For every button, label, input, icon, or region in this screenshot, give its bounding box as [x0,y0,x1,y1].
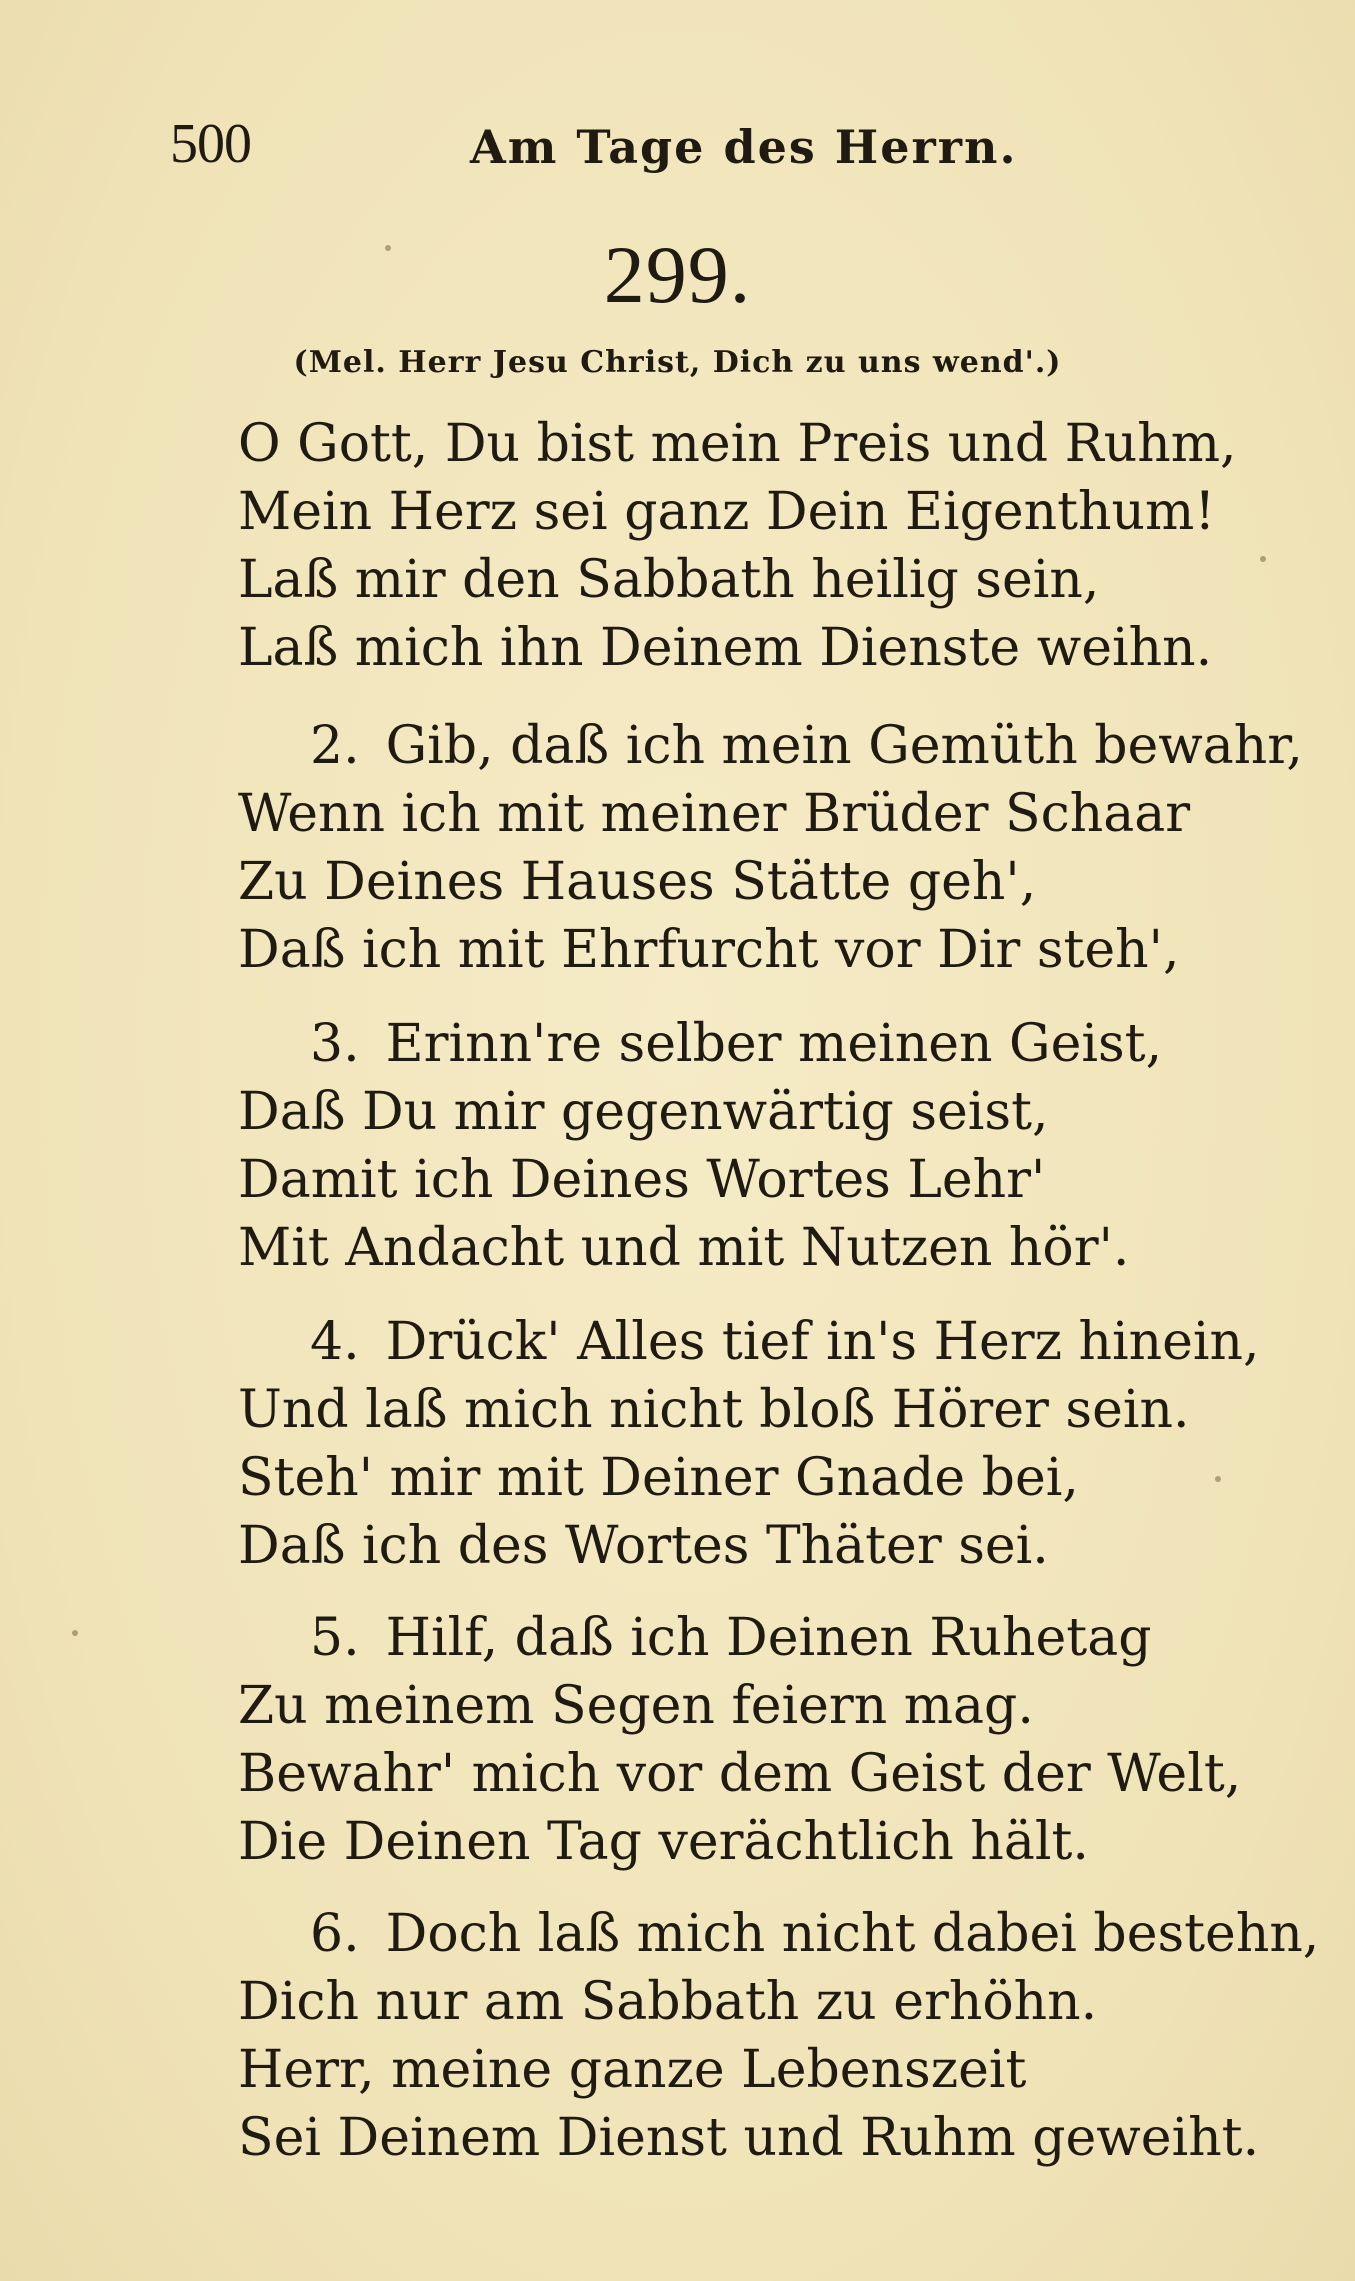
verse-line: Daß Du mir gegenwärtig seist, [238,1082,1049,1142]
verse-line: Wenn ich mit meiner Brüder Schaar [238,784,1191,844]
stanza-number: 4. [310,1312,360,1372]
verse-line: Herr, meine ganze Lebenszeit [238,2040,1027,2100]
melody-indication: (Mel. Herr Jesu Christ, Dich zu uns wend'.) [293,345,1062,380]
stanza-6 [238,1900,1320,2172]
verse-text: Drück' Alles tief in's Herz hinein, [385,1312,1260,1372]
stanza-number: 2. [310,716,360,776]
verse-line: Sei Deinem Dienst und Ruhm geweiht. [238,2108,1260,2168]
verse-line: Und laß mich nicht bloß Hörer sein. [238,1380,1190,1440]
verse-text: Gib, daß ich mein Gemüth bewahr, [385,716,1303,776]
verse-line: Bewahr' mich vor dem Geist der Welt, [238,1744,1242,1804]
verse-line: Mit Andacht und mit Nutzen hör'. [238,1218,1130,1278]
paper-speck [1260,556,1266,562]
stanza-number: 5. [310,1608,360,1668]
stanza-number: 6. [310,1904,360,1964]
verse-line: Zu Deines Hauses Stätte geh', [238,852,1037,912]
verse-text: Hilf, daß ich Deinen Ruhetag [385,1608,1152,1668]
verse-line: Daß ich des Wortes Thäter sei. [238,1516,1049,1576]
stanza-2 [238,712,1303,984]
stanza-number: 3. [310,1014,360,1074]
verse-line: Dich nur am Sabbath zu erhöhn. [238,1972,1098,2032]
verse-line: O Gott, Du bist mein Preis und Ruhm, [238,414,1237,474]
verse-text: Doch laß mich nicht dabei bestehn, [385,1904,1320,1964]
verse-line: Steh' mir mit Deiner Gnade bei, [238,1448,1079,1508]
verse-line [238,1010,1278,1078]
verse-line [238,1604,1278,1672]
hymn-number: 299. [603,229,752,320]
verse-line: Laß mir den Sabbath heilig sein, [238,550,1100,610]
stanza-5 [238,1604,1278,1876]
verse-line: Zu meinem Segen feiern mag. [238,1676,1034,1736]
verse-line: Die Deinen Tag verächtlich hält. [238,1812,1089,1872]
verse-text: Erinn're selber meinen Geist, [385,1014,1163,1074]
stanza-3 [238,1010,1278,1282]
running-title: Am Tage des Herrn. [470,120,1018,174]
verse-line: Laß mich ihn Deinem Dienste weihn. [238,618,1213,678]
paper-speck [1215,1476,1221,1482]
verse-line: Mein Herz sei ganz Dein Eigenthum! [238,482,1216,542]
running-head [0,112,1355,182]
verse-line [238,1900,1320,1968]
stanza-4 [238,1308,1278,1580]
verse-line [238,1308,1278,1376]
paper-speck [385,245,391,251]
page-number: 500 [170,113,251,175]
stanza-1 [238,410,1278,682]
verse-line: Damit ich Deines Wortes Lehr' [238,1150,1046,1210]
verse-line: Daß ich mit Ehrfurcht vor Dir steh', [238,920,1180,980]
paper-speck [72,1630,78,1636]
verse-line [238,712,1303,780]
